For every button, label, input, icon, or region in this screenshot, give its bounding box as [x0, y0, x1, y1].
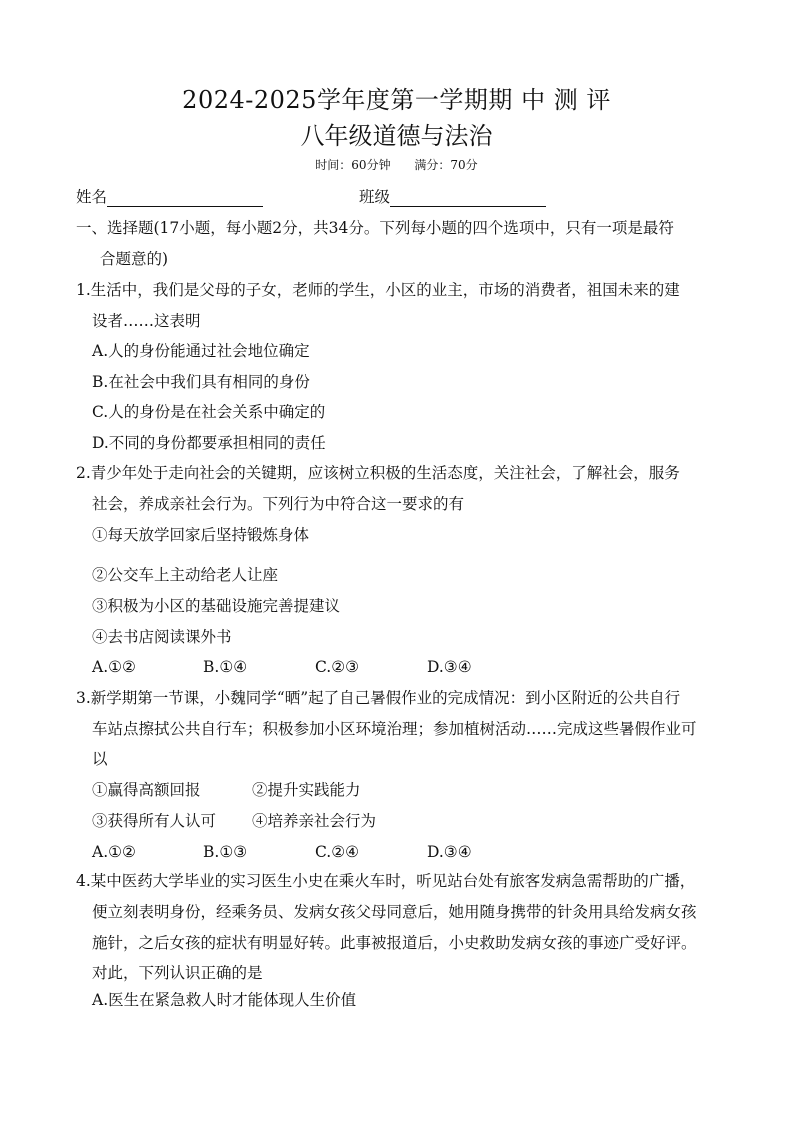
section-intro-line1: 一、选择题(17小题，每小题2分，共34分。下列每小题的四个选项中，只有一项是最符 [76, 219, 674, 237]
exam-score: 满分：70分 [414, 158, 478, 172]
name-blank[interactable] [107, 190, 263, 207]
q3-statement-2: ②提升实践能力 [252, 781, 361, 799]
q2-option-d: D.③④ [427, 658, 472, 676]
exam-meta [0, 156, 793, 173]
q2-stem-line1: 2.青少年处于走向社会的关键期，应该树立积极的生活态度，关注社会，了解社会，服务 [76, 464, 680, 482]
q4-stem-line2: 便立刻表明身份，经乘务员、发病女孩父母同意后，她用随身携带的针灸用具给发病女孩 [92, 903, 697, 921]
q1-stem-line2: 设者……这表明 [92, 312, 201, 330]
q3-statement-1: ①赢得高额回报 [92, 781, 201, 799]
q1-option-d: D.不同的身份都要承担相同的责任 [92, 434, 326, 452]
q1-stem-line1: 1.生活中，我们是父母的子女，老师的学生，小区的业主，市场的消费者，祖国未来的建 [76, 281, 680, 299]
q4-option-a: A.医生在紧急救人时才能体现人生价值 [92, 991, 357, 1009]
q4-stem-line3: 施针，之后女孩的症状有明显好转。此事被报道后，小史救助发病女孩的事迹广受好评。 [92, 934, 697, 952]
q2-statement-2: ②公交车上主动给老人让座 [92, 566, 279, 584]
q1-option-a: A.人的身份能通过社会地位确定 [92, 342, 310, 360]
q2-statement-1: ①每天放学回家后坚持锻炼身体 [92, 526, 310, 544]
q2-option-a: A.①② [92, 658, 136, 676]
q3-option-c: C.②④ [315, 843, 360, 861]
q4-stem-line1: 4.某中医药大学毕业的实习医生小史在乘火车时，听见站台处有旅客发病急需帮助的广播， [76, 872, 696, 890]
q1-option-c: C.人的身份是在社会关系中确定的 [92, 403, 326, 421]
q3-stem-line3: 以 [92, 750, 108, 768]
exam-time: 时间：60分钟 [315, 158, 391, 172]
q1-option-b: B.在社会中我们具有相同的身份 [92, 373, 310, 391]
q3-statement-4: ④培养亲社会行为 [252, 812, 377, 830]
name-label: 姓名 [76, 188, 108, 206]
exam-title: 2024-2025学年度第一学期期 中 测 评 [182, 86, 611, 114]
q2-option-b: B.①④ [203, 658, 248, 676]
q2-statement-3: ③积极为小区的基础设施完善提建议 [92, 597, 341, 615]
name-field[interactable] [76, 187, 263, 207]
q3-option-a: A.①② [92, 843, 136, 861]
class-field[interactable] [359, 187, 546, 207]
q3-stem-line2: 车站点擦拭公共自行车；积极参加小区环境治理；参加植树活动……完成这些暑假作业可 [92, 720, 697, 738]
class-blank[interactable] [390, 190, 546, 207]
q3-option-b: B.①③ [203, 843, 248, 861]
q4-stem-line4: 对此，下列认识正确的是 [92, 964, 263, 982]
q3-stem-line1: 3.新学期第一节课，小魏同学“晒”起了自己暑假作业的完成情况：到小区附近的公共自行 [76, 689, 681, 707]
q2-option-c: C.②③ [315, 658, 360, 676]
q3-statement-3: ③获得所有人认可 [92, 812, 217, 830]
q3-option-d: D.③④ [427, 843, 472, 861]
q2-statement-4: ④去书店阅读课外书 [92, 628, 232, 646]
section-intro-line2: 合题意的) [100, 250, 169, 268]
exam-subject: 八年级道德与法治 [300, 122, 493, 150]
class-label: 班级 [359, 188, 391, 206]
q2-stem-line2: 社会，养成亲社会行为。下列行为中符合这一要求的有 [92, 495, 465, 513]
